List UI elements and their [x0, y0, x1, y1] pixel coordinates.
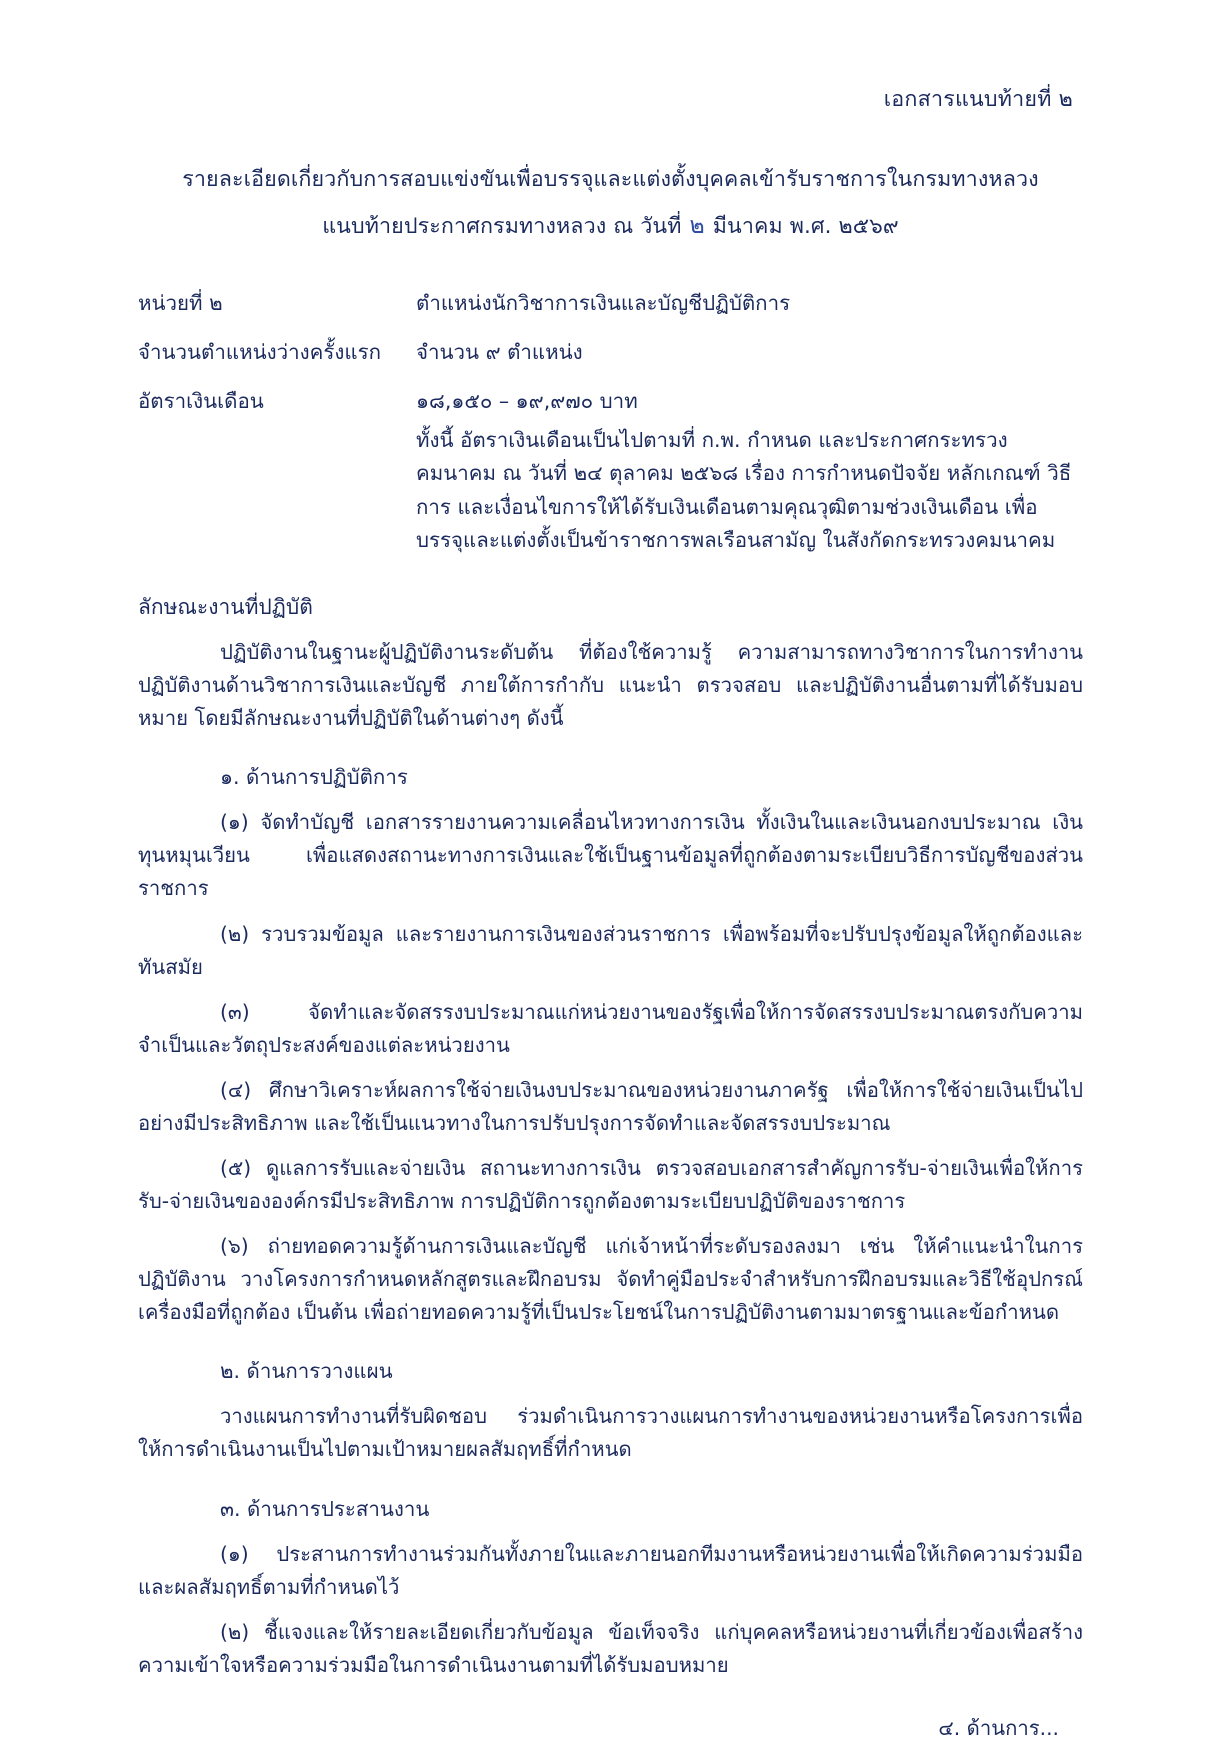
info-label-unit: หน่วยที่ ๒ [138, 291, 223, 315]
section-item: วางแผนการทำงานที่รับผิดชอบ ร่วมดำเนินการวางแผนการทำงานของหน่วยงานหรือโครงการเพื่อให้การดำเนินงานเป็นไปตามเป้าหมายผลสัมฤทธิ์ที่กำหนด [138, 1404, 1083, 1462]
section-item: (๒) ชี้แจงและให้รายละเอียดเกี่ยวกับข้อมูล ข้อเท็จจริง แก่บุคคลหรือหน่วยงานที่เกี่ยวข้องเพื่อสร้างความเข้าใจหรือความร่วมมือในการดำเนินงานตามที่ได้รับมอบหมาย [138, 1619, 1083, 1677]
info-value-vacancies: จำนวน ๙ ตำแหน่ง [416, 339, 583, 364]
section-item: (๒) รวบรวมข้อมูล และรายงานการเงินของส่วนราชการ เพื่อพร้อมที่จะปรับปรุงข้อมูลให้ถูกต้องและทันสมัย [138, 921, 1083, 979]
title-announcement-prefix: แนบท้ายประกาศกรมทางหลวง ณ วันที่ [322, 214, 682, 239]
info-value-unit: ตำแหน่งนักวิชาการเงินและบัญชีปฏิบัติการ [416, 291, 791, 315]
section-item: (๕) ดูแลการรับและจ่ายเงิน สถานะทางการเงิน ตรวจสอบเอกสารสำคัญการรับ-จ่ายเงินเพื่อให้การรับ-จ่ายเงินขององค์กรมีประสิทธิภาพ การปฏิบัติการถูกต้องตามระเบียบปฏิบัติของราชการ [138, 1156, 1083, 1214]
title-announcement-suffix: มีนาคม พ.ศ. ๒๕๖๙ [712, 214, 899, 239]
duties-intro-paragraph: ปฏิบัติงานในฐานะผู้ปฏิบัติงานระดับต้น ที่ต้องใช้ความรู้ ความสามารถทางวิชาการในการทำงาน ปฏิบัติงานด้านวิชาการเงินและบัญชี ภายใต้การกำกับ แนะนำ ตรวจสอบ และปฏิบัติงานอื่นตามที่ได้รับมอบหมาย โดยมีลักษณะงานที่ปฏิบัติในด้านต่างๆ ดังนี้ [138, 640, 1083, 731]
document-title-block [138, 162, 1083, 244]
salary-note: ทั้งนี้ อัตราเงินเดือนเป็นไปตามที่ ก.พ. กำหนด และประกาศกระทรวงคมนาคม ณ วันที่ ๒๔ ตุลาคม ๒๕๖๘ เรื่อง การกำหนดปัจจัย หลักเกณฑ์ วิธีการ และเงื่อนไขการให้ได้รับเงินเดือนตามคุณวุฒิตามช่วงเงินเดือน เพื่อบรรจุและแต่งตั้งเป็นข้าราชการพลเรือนสามัญ ในสังกัดกระทรวงคมนาคม [416, 428, 1072, 552]
salary-range: ๑๘,๑๕๐ – ๑๙,๙๗๐ บาท [416, 388, 638, 413]
section-item: (๑) จัดทำบัญชี เอกสารรายงานความเคลื่อนไหวทางการเงิน ทั้งเงินในและเงินนอกงบประมาณ เงินทุนหมุนเวียน เพื่อแสดงสถานะทางการเงินและใช้เป็นฐานข้อมูลที่ถูกต้องตามระเบียบวิธีการบัญชีของส่วนราชการ [138, 810, 1083, 901]
section-heading-planning: ๒. ด้านการวางแผน [220, 1359, 393, 1384]
table-row [138, 288, 1083, 337]
document-title-line-2 [138, 208, 1083, 244]
section-item: (๔) ศึกษาวิเคราะห์ผลการใช้จ่ายเงินงบประมาณของหน่วยงานภาครัฐ เพื่อให้การใช้จ่ายเงินเป็นไปอย่างมีประสิทธิภาพ และใช้เป็นแนวทางในการปรับปรุงการจัดทำและจัดสรรงบประมาณ [138, 1077, 1083, 1135]
continuation-note: ๔. ด้านการ... [938, 1715, 1059, 1740]
table-row [138, 337, 1083, 386]
document-reference: เอกสารแนบท้ายที่ ๒ [883, 87, 1073, 112]
handwritten-day: ๒ [689, 213, 705, 239]
document-title-line-1: รายละเอียดเกี่ยวกับการสอบแข่งขันเพื่อบรรจุและแต่งตั้งบุคคลเข้ารับราชการในกรมทางหลวง [182, 167, 1039, 192]
position-info-table [138, 288, 1083, 575]
table-row [138, 386, 1083, 576]
section-heading-operations: ๑. ด้านการปฏิบัติการ [220, 765, 408, 790]
info-label-salary: อัตราเงินเดือน [138, 388, 264, 413]
duties-heading: ลักษณะงานที่ปฏิบัติ [138, 595, 313, 620]
section-item: (๓) จัดทำและจัดสรรงบประมาณแก่หน่วยงานของรัฐเพื่อให้การจัดสรรงบประมาณตรงกับความจำเป็นและวัตถุประสงค์ของแต่ละหน่วยงาน [138, 999, 1083, 1057]
section-heading-coordination: ๓. ด้านการประสานงาน [220, 1496, 430, 1521]
section-item: (๖) ถ่ายทอดความรู้ด้านการเงินและบัญชี แก่เจ้าหน้าที่ระดับรองลงมา เช่น ให้คำแนะนำในการปฏิบัติงาน วางโครงการกำหนดหลักสูตรและฝึกอบรม จัดทำคู่มือประจำสำหรับการฝึกอบรมและวิธีใช้อุปกรณ์เครื่องมือที่ถูกต้อง เป็นต้น เพื่อถ่ายทอดความรู้ที่เป็นประโยชน์ในการปฏิบัติงานตามมาตรฐานและข้อกำหนด [138, 1234, 1083, 1325]
section-item: (๑) ประสานการทำงานร่วมกันทั้งภายในและภายนอกทีมงานหรือหน่วยงานเพื่อให้เกิดความร่วมมือและผลสัมฤทธิ์ตามที่กำหนดไว้ [138, 1541, 1083, 1599]
info-value-salary [416, 386, 1083, 576]
info-label-vacancies: จำนวนตำแหน่งว่างครั้งแรก [138, 339, 382, 364]
